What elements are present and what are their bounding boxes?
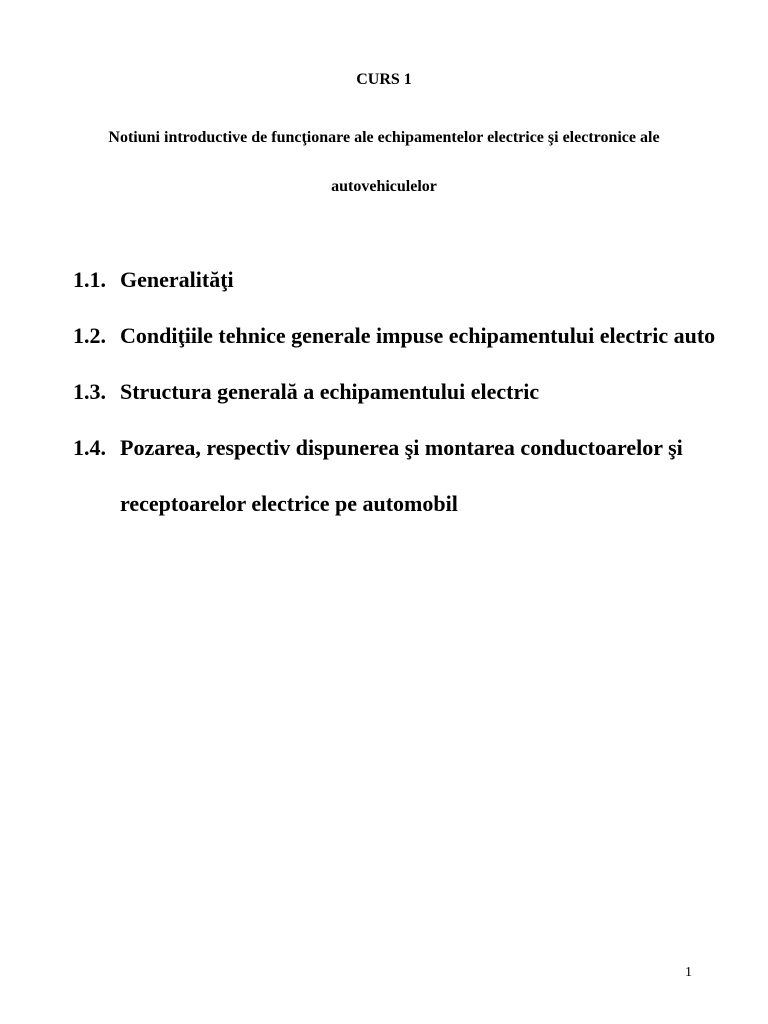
page-number: 1 (685, 965, 692, 980)
toc-item-1-3 (73, 364, 733, 420)
toc-item-number: 1.3. (73, 379, 106, 404)
document-title: Notiuni introductive de funcţionare ale echipamentelor electrice şi electronice ale autovehiculelor (108, 129, 660, 195)
toc-item-1-2 (73, 308, 733, 364)
toc-item-number: 1.1. (73, 267, 106, 292)
course-label: CURS 1 (356, 71, 412, 88)
toc-item-text: Generalităţi (120, 267, 234, 292)
toc-item-1-1 (73, 252, 733, 308)
toc-item-text: Pozarea, respectiv dispunerea şi montarea conductoarelor şi receptoarelor electrice pe automobil (120, 435, 683, 516)
toc-item-text: Structura generală a echipamentului electric (120, 379, 540, 404)
table-of-contents (73, 252, 733, 532)
toc-item-1-4 (73, 420, 733, 532)
toc-item-text: Condiţiile tehnice generale impuse echipamentului electric auto (120, 323, 716, 348)
toc-item-number: 1.2. (73, 323, 106, 348)
toc-item-number: 1.4. (73, 435, 106, 460)
